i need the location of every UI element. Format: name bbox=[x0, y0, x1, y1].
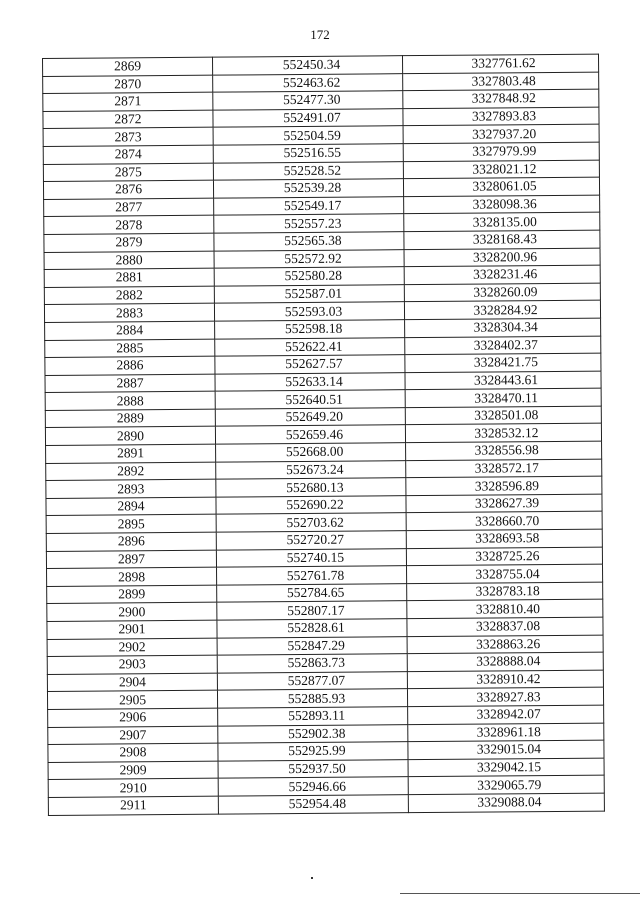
y-coordinate-cell: 3328863.26 bbox=[407, 635, 603, 654]
x-coordinate-cell: 552680.13 bbox=[216, 478, 406, 497]
y-coordinate-cell: 3328627.39 bbox=[406, 494, 602, 513]
y-coordinate-cell: 3328755.04 bbox=[407, 564, 603, 583]
point-number-cell: 2870 bbox=[43, 75, 213, 94]
x-coordinate-cell: 552463.62 bbox=[213, 73, 403, 92]
x-coordinate-cell: 552528.52 bbox=[213, 161, 403, 180]
point-number-cell: 2873 bbox=[43, 128, 213, 147]
y-coordinate-cell: 3328660.70 bbox=[406, 512, 602, 531]
point-number-cell: 2905 bbox=[47, 691, 217, 710]
point-number-cell: 2890 bbox=[45, 427, 215, 446]
x-coordinate-cell: 552740.15 bbox=[216, 548, 406, 567]
x-coordinate-cell: 552902.38 bbox=[218, 724, 408, 743]
y-coordinate-cell: 3328061.05 bbox=[403, 177, 599, 196]
x-coordinate-cell: 552863.73 bbox=[217, 654, 407, 673]
point-number-cell: 2903 bbox=[47, 655, 217, 674]
y-coordinate-cell: 3328725.26 bbox=[406, 547, 602, 566]
y-coordinate-cell: 3328532.12 bbox=[405, 424, 601, 443]
y-coordinate-cell: 3329042.15 bbox=[408, 758, 604, 777]
x-coordinate-cell: 552937.50 bbox=[218, 759, 408, 778]
table-row bbox=[48, 793, 604, 815]
y-coordinate-cell: 3328810.40 bbox=[407, 600, 603, 619]
x-coordinate-cell: 552703.62 bbox=[216, 513, 406, 532]
point-number-cell: 2882 bbox=[44, 286, 214, 305]
point-number-cell: 2911 bbox=[48, 796, 218, 815]
x-coordinate-cell: 552925.99 bbox=[218, 742, 408, 761]
point-number-cell: 2877 bbox=[44, 198, 214, 217]
point-number-cell: 2876 bbox=[43, 180, 213, 199]
y-coordinate-cell: 3328231.46 bbox=[404, 265, 600, 284]
point-number-cell: 2899 bbox=[47, 585, 217, 604]
x-coordinate-cell: 552539.28 bbox=[213, 179, 403, 198]
y-coordinate-cell: 3328135.00 bbox=[404, 212, 600, 231]
y-coordinate-cell: 3329065.79 bbox=[408, 775, 604, 794]
y-coordinate-cell: 3328200.96 bbox=[404, 248, 600, 267]
y-coordinate-cell: 3327893.83 bbox=[403, 107, 599, 126]
y-coordinate-cell: 3328304.34 bbox=[405, 318, 601, 337]
x-coordinate-cell: 552828.61 bbox=[217, 619, 407, 638]
x-coordinate-cell: 552690.22 bbox=[216, 495, 406, 514]
point-number-cell: 2881 bbox=[44, 268, 214, 287]
x-coordinate-cell: 552847.29 bbox=[217, 636, 407, 655]
point-number-cell: 2869 bbox=[43, 57, 213, 76]
y-coordinate-cell: 3329088.04 bbox=[408, 793, 604, 812]
y-coordinate-cell: 3327937.20 bbox=[403, 125, 599, 144]
y-coordinate-cell: 3328168.43 bbox=[404, 230, 600, 249]
x-coordinate-cell: 552668.00 bbox=[216, 443, 406, 462]
point-number-cell: 2908 bbox=[48, 743, 218, 762]
point-number-cell: 2884 bbox=[45, 321, 215, 340]
y-coordinate-cell: 3328693.58 bbox=[406, 529, 602, 548]
point-number-cell: 2901 bbox=[47, 620, 217, 639]
point-number-cell: 2871 bbox=[43, 92, 213, 111]
y-coordinate-cell: 3327848.92 bbox=[403, 89, 599, 108]
x-coordinate-cell: 552633.14 bbox=[215, 372, 405, 391]
y-coordinate-cell: 3328556.98 bbox=[406, 441, 602, 460]
x-coordinate-cell: 552572.92 bbox=[214, 249, 404, 268]
x-coordinate-cell: 552477.30 bbox=[213, 91, 403, 110]
table-body bbox=[43, 54, 605, 815]
x-coordinate-cell: 552557.23 bbox=[214, 214, 404, 233]
point-number-cell: 2898 bbox=[47, 567, 217, 586]
x-coordinate-cell: 552627.57 bbox=[215, 355, 405, 374]
y-coordinate-cell: 3328910.42 bbox=[407, 670, 603, 689]
x-coordinate-cell: 552622.41 bbox=[215, 337, 405, 356]
point-number-cell: 2888 bbox=[45, 391, 215, 410]
x-coordinate-cell: 552954.48 bbox=[218, 795, 408, 814]
point-number-cell: 2906 bbox=[48, 708, 218, 727]
x-coordinate-cell: 552893.11 bbox=[218, 707, 408, 726]
point-number-cell: 2880 bbox=[44, 251, 214, 270]
y-coordinate-cell: 3328284.92 bbox=[404, 300, 600, 319]
y-coordinate-cell: 3328443.61 bbox=[405, 371, 601, 390]
y-coordinate-cell: 3328961.18 bbox=[408, 723, 604, 742]
x-coordinate-cell: 552516.55 bbox=[213, 144, 403, 163]
x-coordinate-cell: 552580.28 bbox=[214, 267, 404, 286]
y-coordinate-cell: 3329015.04 bbox=[408, 740, 604, 759]
point-number-cell: 2900 bbox=[47, 603, 217, 622]
y-coordinate-cell: 3328783.18 bbox=[407, 582, 603, 601]
x-coordinate-cell: 552450.34 bbox=[212, 56, 402, 75]
x-coordinate-cell: 552565.38 bbox=[214, 232, 404, 251]
x-coordinate-cell: 552720.27 bbox=[216, 531, 406, 550]
footer-mark bbox=[311, 877, 313, 879]
point-number-cell: 2878 bbox=[44, 215, 214, 234]
coordinates-table bbox=[42, 54, 605, 816]
point-number-cell: 2875 bbox=[43, 163, 213, 182]
point-number-cell: 2893 bbox=[46, 479, 216, 498]
y-coordinate-cell: 3328470.11 bbox=[405, 388, 601, 407]
point-number-cell: 2885 bbox=[45, 339, 215, 358]
x-coordinate-cell: 552504.59 bbox=[213, 126, 403, 145]
point-number-cell: 2879 bbox=[44, 233, 214, 252]
point-number-cell: 2886 bbox=[45, 356, 215, 375]
y-coordinate-cell: 3328572.17 bbox=[406, 459, 602, 478]
point-number-cell: 2896 bbox=[46, 532, 216, 551]
y-coordinate-cell: 3328421.75 bbox=[405, 353, 601, 372]
x-coordinate-cell: 552593.03 bbox=[214, 302, 404, 321]
x-coordinate-cell: 552587.01 bbox=[214, 284, 404, 303]
y-coordinate-cell: 3327761.62 bbox=[402, 54, 598, 73]
y-coordinate-cell: 3328942.07 bbox=[408, 705, 604, 724]
y-coordinate-cell: 3328501.08 bbox=[405, 406, 601, 425]
y-coordinate-cell: 3328260.09 bbox=[404, 283, 600, 302]
footer-rule bbox=[400, 893, 640, 894]
point-number-cell: 2894 bbox=[46, 497, 216, 516]
x-coordinate-cell: 552659.46 bbox=[215, 425, 405, 444]
point-number-cell: 2895 bbox=[46, 515, 216, 534]
y-coordinate-cell: 3328021.12 bbox=[403, 160, 599, 179]
point-number-cell: 2887 bbox=[45, 374, 215, 393]
x-coordinate-cell: 552491.07 bbox=[213, 108, 403, 127]
point-number-cell: 2907 bbox=[48, 726, 218, 745]
point-number-cell: 2897 bbox=[46, 550, 216, 569]
point-number-cell: 2872 bbox=[43, 110, 213, 129]
y-coordinate-cell: 3328927.83 bbox=[407, 687, 603, 706]
point-number-cell: 2902 bbox=[47, 638, 217, 657]
point-number-cell: 2889 bbox=[45, 409, 215, 428]
point-number-cell: 2910 bbox=[48, 778, 218, 797]
y-coordinate-cell: 3328098.36 bbox=[404, 195, 600, 214]
point-number-cell: 2891 bbox=[46, 444, 216, 463]
y-coordinate-cell: 3328837.08 bbox=[407, 617, 603, 636]
y-coordinate-cell: 3328888.04 bbox=[407, 652, 603, 671]
x-coordinate-cell: 552761.78 bbox=[217, 566, 407, 585]
x-coordinate-cell: 552946.66 bbox=[218, 777, 408, 796]
x-coordinate-cell: 552549.17 bbox=[214, 196, 404, 215]
point-number-cell: 2904 bbox=[47, 673, 217, 692]
x-coordinate-cell: 552877.07 bbox=[217, 671, 407, 690]
x-coordinate-cell: 552598.18 bbox=[215, 320, 405, 339]
x-coordinate-cell: 552673.24 bbox=[216, 460, 406, 479]
y-coordinate-cell: 3328596.89 bbox=[406, 476, 602, 495]
x-coordinate-cell: 552784.65 bbox=[217, 583, 407, 602]
y-coordinate-cell: 3328402.37 bbox=[405, 336, 601, 355]
y-coordinate-cell: 3327979.99 bbox=[403, 142, 599, 161]
point-number-cell: 2874 bbox=[43, 145, 213, 164]
point-number-cell: 2883 bbox=[44, 303, 214, 322]
y-coordinate-cell: 3327803.48 bbox=[403, 72, 599, 91]
page-number: 172 bbox=[310, 27, 330, 42]
x-coordinate-cell: 552807.17 bbox=[217, 601, 407, 620]
point-number-cell: 2909 bbox=[48, 761, 218, 780]
x-coordinate-cell: 552649.20 bbox=[215, 408, 405, 427]
x-coordinate-cell: 552885.93 bbox=[217, 689, 407, 708]
point-number-cell: 2892 bbox=[46, 462, 216, 481]
x-coordinate-cell: 552640.51 bbox=[215, 390, 405, 409]
